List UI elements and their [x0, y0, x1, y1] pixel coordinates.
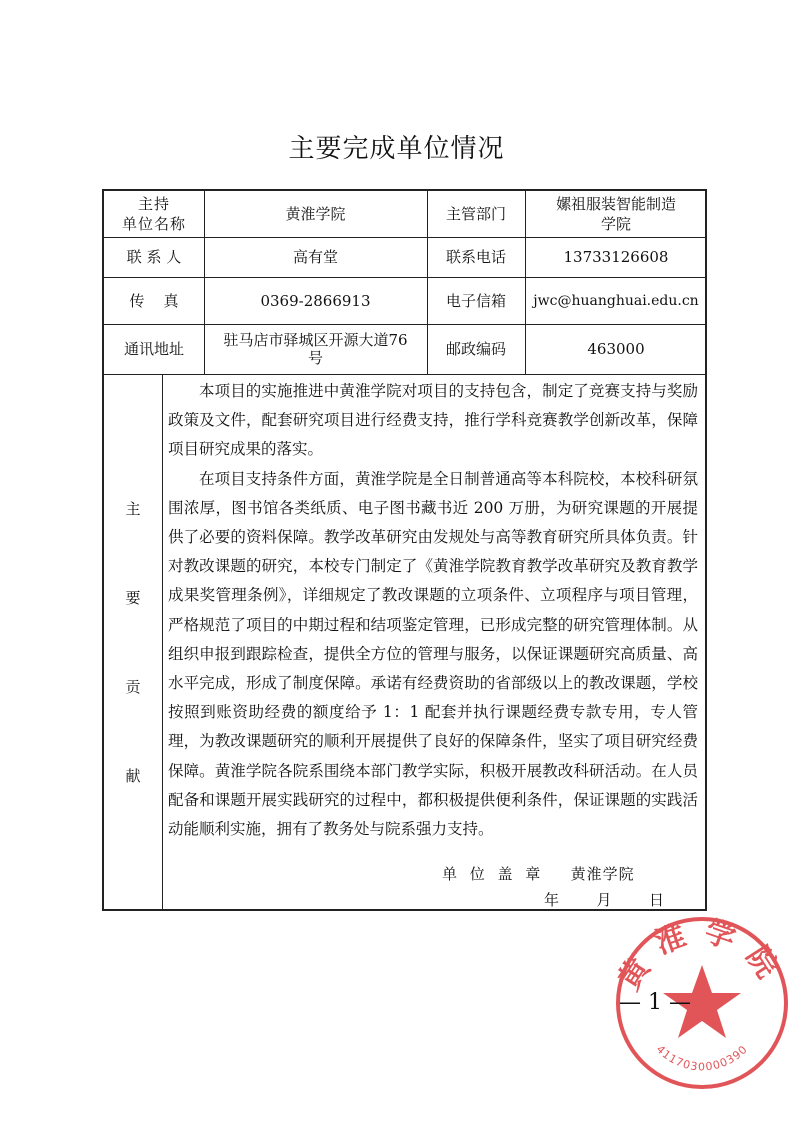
address-value: 驻马店市驿城区开源大道76 号 — [223, 331, 408, 367]
date-month: 月 — [596, 891, 612, 909]
contribution-side-label — [104, 375, 162, 909]
fax-label: 传 真 — [129, 291, 179, 310]
postcode-label: 邮政编码 — [445, 340, 506, 358]
postcode-value: 463000 — [587, 340, 645, 358]
phone-label: 联系电话 — [445, 248, 506, 266]
date-line — [544, 889, 664, 910]
side-char: 主 — [125, 500, 141, 518]
seal-label: 单 位 盖 章 — [442, 865, 545, 883]
paragraph: 在项目支持条件方面，黄淮学院是全日制普通高等本科院校，本校科研氛围浓厚，图书馆各类纸质、电子图书藏书近 200 万册，为研究课题的开展提供了必要的资料保障。教学改革研究由发规处与高等教育研究所具体负责。针对教改课题的研究，本校专门制定了《黄淮学院教育教学改革研究及教育教学成果奖管理条例》，详细规定了教改课题的立项条件、立项程序与项目管理，严格规范了项目的中期过程和结项鉴定管理，已形成完整的研究管理体制。从组织申报到跟踪检查，提供全方位的管理与服务，以保证课题研究高质量、高水平完成，形成了制度保障。承诺有经费资助的省部级以上的教改课题，学校按照到账资助经费的额度给予 1：1 配套并执行课题经费专款专用，专人管理，为教改课题研究的顺利开展提供了良好的保障条件，坚实了项目研究经费保障。黄淮学院各院系围绕本部门教学实际，积极开展教改科研活动。在人员配备和课题开展实践研究的过程中，都积极提供便利条件，保证课题的实践活动能顺利实施，拥有了教务处与院系强力支持。 — [168, 469, 698, 839]
department-value: 嫘祖服装智能制造 学院 — [555, 195, 676, 233]
svg-text:黄淮学院: 黄淮学院 — [612, 913, 792, 997]
contact-label: 联 系 人 — [126, 248, 182, 266]
contribution-text — [168, 377, 698, 844]
paragraph: 本项目的实施推进中黄淮学院对项目的支持包含，制定了竞赛支持与奖励政策及文件，配套研究项目进行经费支持，推行学科竞赛教学创新改革，保障项目研究成果的落实。 — [168, 382, 698, 459]
side-char: 贡 — [125, 678, 141, 696]
page-number: — 1 — — [619, 990, 691, 1015]
fax-value: 0369-2866913 — [260, 291, 371, 310]
seal-unit: 黄淮学院 — [570, 865, 635, 883]
signature-line — [442, 863, 635, 884]
email-value: jwc@huanghuai.edu.cn — [533, 292, 699, 309]
side-char: 要 — [125, 589, 141, 607]
date-day: 日 — [648, 891, 664, 909]
info-table — [102, 189, 792, 1074]
email-label: 电子信箱 — [445, 291, 506, 310]
host-unit-label: 主持 单位名称 — [121, 195, 186, 233]
page-title: 主要完成单位情况 — [288, 134, 505, 164]
date-year: 年 — [544, 891, 560, 909]
side-char: 献 — [125, 767, 141, 785]
address-label: 通讯地址 — [123, 340, 184, 358]
department-label: 主管部门 — [445, 205, 506, 223]
phone-value: 13733126608 — [563, 248, 669, 266]
contact-value: 高有堂 — [292, 248, 338, 266]
svg-text:4117030000390: 4117030000390 — [653, 1042, 751, 1074]
host-unit-value: 黄淮学院 — [285, 205, 346, 223]
